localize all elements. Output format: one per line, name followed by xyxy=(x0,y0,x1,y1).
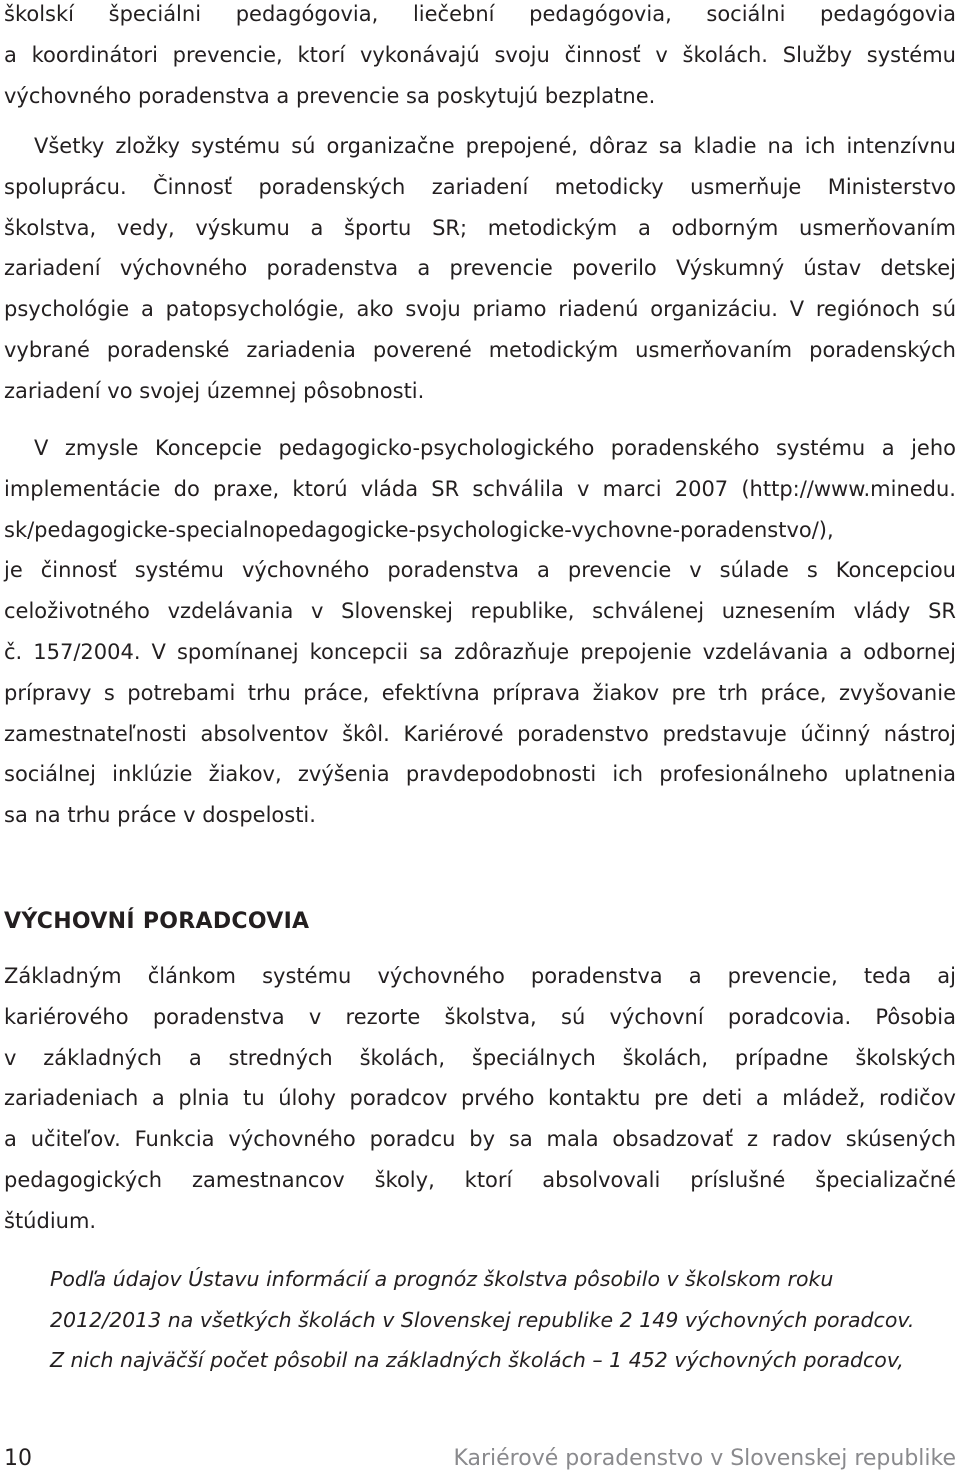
text-line: Všetky zložky systému sú organizačne prepojené, dôraz sa kladie na ich intenzívnu xyxy=(34,134,956,158)
section-heading: VÝCHOVNÍ PORADCOVIA xyxy=(4,909,310,934)
text-line: Základným článkom systému výchovného poradenstva a prevencie, teda aj xyxy=(4,964,956,988)
text-line: vybrané poradenské zariadenia poverené metodickým usmerňovaním poradenských xyxy=(4,337,956,362)
text-line: implementácie do praxe, ktorú vláda SR schválila v marci 2007 (http://www.minedu. xyxy=(4,476,956,501)
text-line: zariadení vo svojej územnej pôsobnosti. xyxy=(4,378,425,403)
page-number: 10 xyxy=(4,1446,32,1471)
paragraph-intro xyxy=(4,0,956,116)
text-line: je činnosť systému výchovného poradenstva a prevencie v súlade s Koncepciou xyxy=(4,558,956,583)
text-line: celoživotného vzdelávania v Slovenskej republike, schválenej uznesením vlády SR xyxy=(4,599,956,624)
text-line: sk/pedagogicke-specialnopedagogicke-psychologicke-vychovne-poradenstvo/), xyxy=(4,517,834,542)
paragraph-concept xyxy=(4,428,956,836)
text-line: spoluprácu. Činnosť poradenských zariadení metodicky usmerňuje Ministerstvo xyxy=(4,174,956,199)
text-line: psychológie a patopsychológie, ako svoju priamo riadenú organizáciu. V regiónoch sú xyxy=(4,297,956,322)
text-line: V zmysle Koncepcie pedagogicko-psychologického poradenského systému a jeho xyxy=(34,436,956,460)
text-line: štúdium. xyxy=(4,1208,97,1233)
text-line: pedagogických zamestnancov školy, ktorí absolvovali príslušné špecializačné xyxy=(4,1167,956,1192)
publication-title: Kariérové poradenstvo v Slovenskej republike xyxy=(453,1446,956,1471)
text-line: sa na trhu práce v dospelosti. xyxy=(4,803,316,828)
text-line: zamestnateľnosti absolventov škôl. Kariérové poradenstvo predstavuje účinný nástroj xyxy=(4,721,956,746)
text-line: kariérového poradenstva v rezorte školstva, sú výchovní poradcovia. Pôsobia xyxy=(4,1004,956,1029)
text-line: výchovného poradenstva a prevencie sa poskytujú bezplatne. xyxy=(4,83,656,108)
text-line: a koordinátori prevencie, ktorí vykonávajú svoju činnosť v školách. Služby systému xyxy=(4,42,956,67)
paragraph-system-components xyxy=(4,126,956,412)
note-line: Z nich najväčší počet pôsobil na základných školách – 1 452 výchovných poradcov, xyxy=(50,1348,904,1372)
text-line: a učiteľov. Funkcia výchovného poradcu by sa mala obsadzovať z radov skúsených xyxy=(4,1127,956,1152)
text-line: školstva, vedy, výskumu a športu SR; metodickým a odborným usmerňovaním xyxy=(4,215,956,240)
note-line: Podľa údajov Ústavu informácií a prognóz školstva pôsobilo v školskom roku xyxy=(50,1267,834,1291)
text-line: v základných a stredných školách, špeciálnych školách, prípadne školských xyxy=(4,1045,956,1070)
note-line: 2012/2013 na všetkých školách v Slovenskej republike 2 149 výchovných poradcov. xyxy=(50,1307,915,1332)
text-line: školskí špeciálni pedagógovia, liečební pedagógovia, sociálni pedagógovia xyxy=(4,2,956,26)
text-line: zariadeniach a plnia tu úlohy poradcov prvého kontaktu pre deti a mládež, rodičov xyxy=(4,1086,956,1111)
text-line: prípravy s potrebami trhu práce, efektívna príprava žiakov pre trh práce, zvyšovanie xyxy=(4,680,956,705)
paragraph-counselors xyxy=(4,956,956,1242)
text-line: č. 157/2004. V spomínanej koncepcii sa zdôrazňuje prepojenie vzdelávania a odbornej xyxy=(4,639,956,664)
text-line: sociálnej inklúzie žiakov, zvýšenia pravdepodobnosti ich profesionálneho uplatnenia xyxy=(4,762,956,787)
italic-note xyxy=(50,1259,950,1381)
text-line: zariadení výchovného poradenstva a prevencie poverilo Výskumný ústav detskej xyxy=(4,256,956,281)
